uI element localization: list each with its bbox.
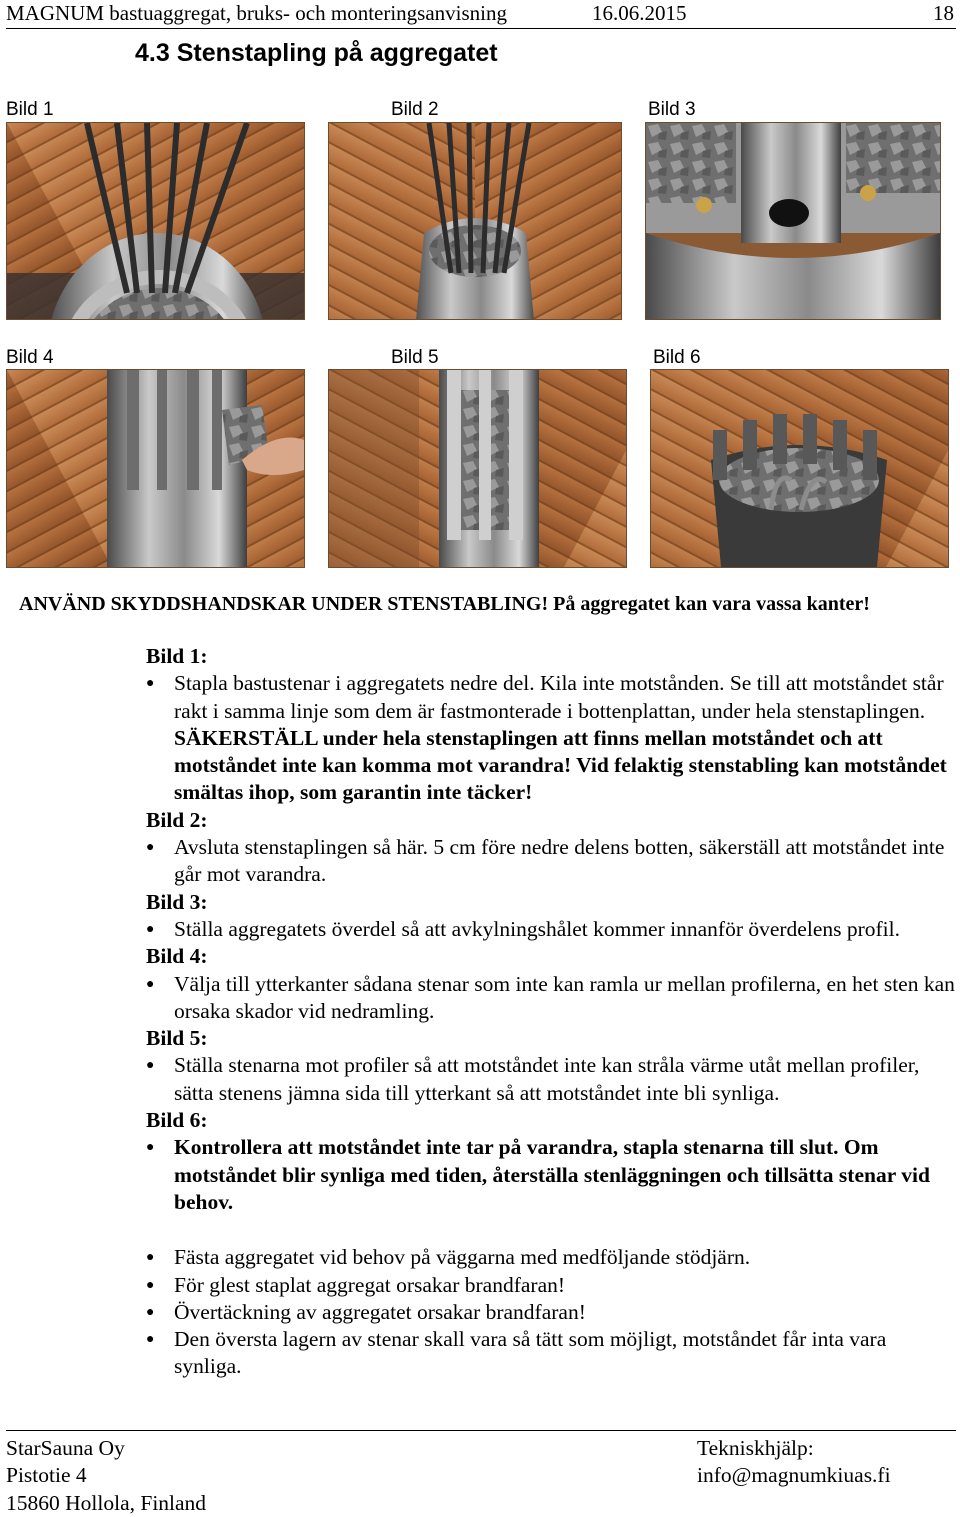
note-item: ● Fästa aggregatet vid behov på väggarna med medföljande stödjärn. xyxy=(146,1244,956,1271)
page-header xyxy=(6,0,956,29)
note-item: ● Övertäckning av aggregatet orsakar brandfaran! xyxy=(146,1299,956,1326)
step-5-heading: Bild 5: xyxy=(146,1026,208,1051)
image-caption-5: Bild 5 xyxy=(391,347,439,368)
image-caption-4: Bild 4 xyxy=(6,347,54,368)
step-1-heading: Bild 1: xyxy=(146,644,208,668)
image-caption-3: Bild 3 xyxy=(648,99,696,120)
page-footer xyxy=(6,1430,956,1515)
step-2-heading: Bild 2: xyxy=(146,807,208,832)
step-6-heading: Bild 6: xyxy=(146,1108,208,1133)
safety-warning: ANVÄND SKYDDSHANDSKAR UNDER STENSTABLING! På aggregatet kan vara vassa kanter! xyxy=(19,593,870,615)
step-2-item xyxy=(146,834,956,889)
step-4-text: Välja till ytterkanter sådana stenar som inte kan ramla ur mellan profilerna, en het sten kan orsaka skador vid nedramling. xyxy=(174,971,955,1023)
company-address xyxy=(6,1435,206,1517)
section-title: 4.3 Stenstapling på aggregatet xyxy=(135,39,498,67)
note-item: ● För glest staplat aggregat orsakar brandfaran! xyxy=(146,1272,956,1299)
document-date: 16.06.2015 xyxy=(592,1,687,25)
photo-bild-6 xyxy=(650,369,949,568)
street-address: Pistotie 4 xyxy=(6,1463,87,1488)
photo-bild-3 xyxy=(645,122,941,320)
step-4-heading: Bild 4: xyxy=(146,944,208,969)
step-1-text: Stapla bastustenar i aggregatets nedre del. Kila inte motstånden. Se till att motståndet står rakt i samma linje som dem är fastmonterade i bottenplattan, under hela stenstaplingen. xyxy=(174,671,944,723)
postal-city: 15860 Hollola, Finland xyxy=(6,1490,207,1515)
step-6-item xyxy=(146,1134,956,1216)
image-caption-1: Bild 1 xyxy=(6,99,54,120)
page-number: 18 xyxy=(933,1,954,25)
support-email[interactable]: info@magnumkiuas.fi xyxy=(697,1463,891,1488)
company-name: StarSauna Oy xyxy=(6,1436,125,1460)
photo-bild-2 xyxy=(328,122,622,320)
support-label: Tekniskhjälp: xyxy=(697,1436,814,1460)
support-contact xyxy=(697,1435,891,1490)
image-caption-2: Bild 2 xyxy=(391,99,439,120)
step-1-warning: SÄKERSTÄLL under hela stenstaplingen att finns mellan motståndet och att motståndet inte kan komma mot varandra! Vid felaktig stenstabling kan motståndet smältas ihop, som garantin inte täcker! xyxy=(174,725,947,805)
document-title: MAGNUM bastuaggregat, bruks- och monteringsanvisning xyxy=(6,1,508,25)
step-1-item xyxy=(146,670,956,806)
step-6-text: Kontrollera att motståndet inte tar på varandra, stapla stenarna till slut. Om motståndet blir synliga med tiden, återställa stenläggningen och tillsätta stenar vid behov. xyxy=(174,1135,930,1214)
image-caption-6: Bild 6 xyxy=(653,347,701,368)
notes-list xyxy=(146,1244,956,1380)
step-2-text: Avsluta stenstaplingen så här. 5 cm före nedre delens botten, säkerställ att motståndet inte går mot varandra. xyxy=(174,835,945,887)
photo-bild-5 xyxy=(328,369,627,568)
step-3-heading: Bild 3: xyxy=(146,889,208,914)
photo-bild-1 xyxy=(6,122,305,320)
step-3-item xyxy=(146,916,956,943)
step-5-text: Ställa stenarna mot profiler så att motståndet inte kan stråla värme utåt mellan profiler, sätta stenens jämna sida till ytterkant så att motståndet inte bli synliga. xyxy=(174,1053,920,1105)
instructions xyxy=(146,643,956,1381)
photo-bild-4 xyxy=(6,369,305,568)
note-item: ● Den översta lagern av stenar skall vara så tätt som möjligt, motståndet får inta vara synliga. xyxy=(146,1326,956,1381)
step-3-text: Ställa aggregatets överdel så att avkylningshålet kommer innanför överdelens profil. xyxy=(174,916,900,941)
step-4-item xyxy=(146,971,956,1026)
step-5-item xyxy=(146,1052,956,1107)
